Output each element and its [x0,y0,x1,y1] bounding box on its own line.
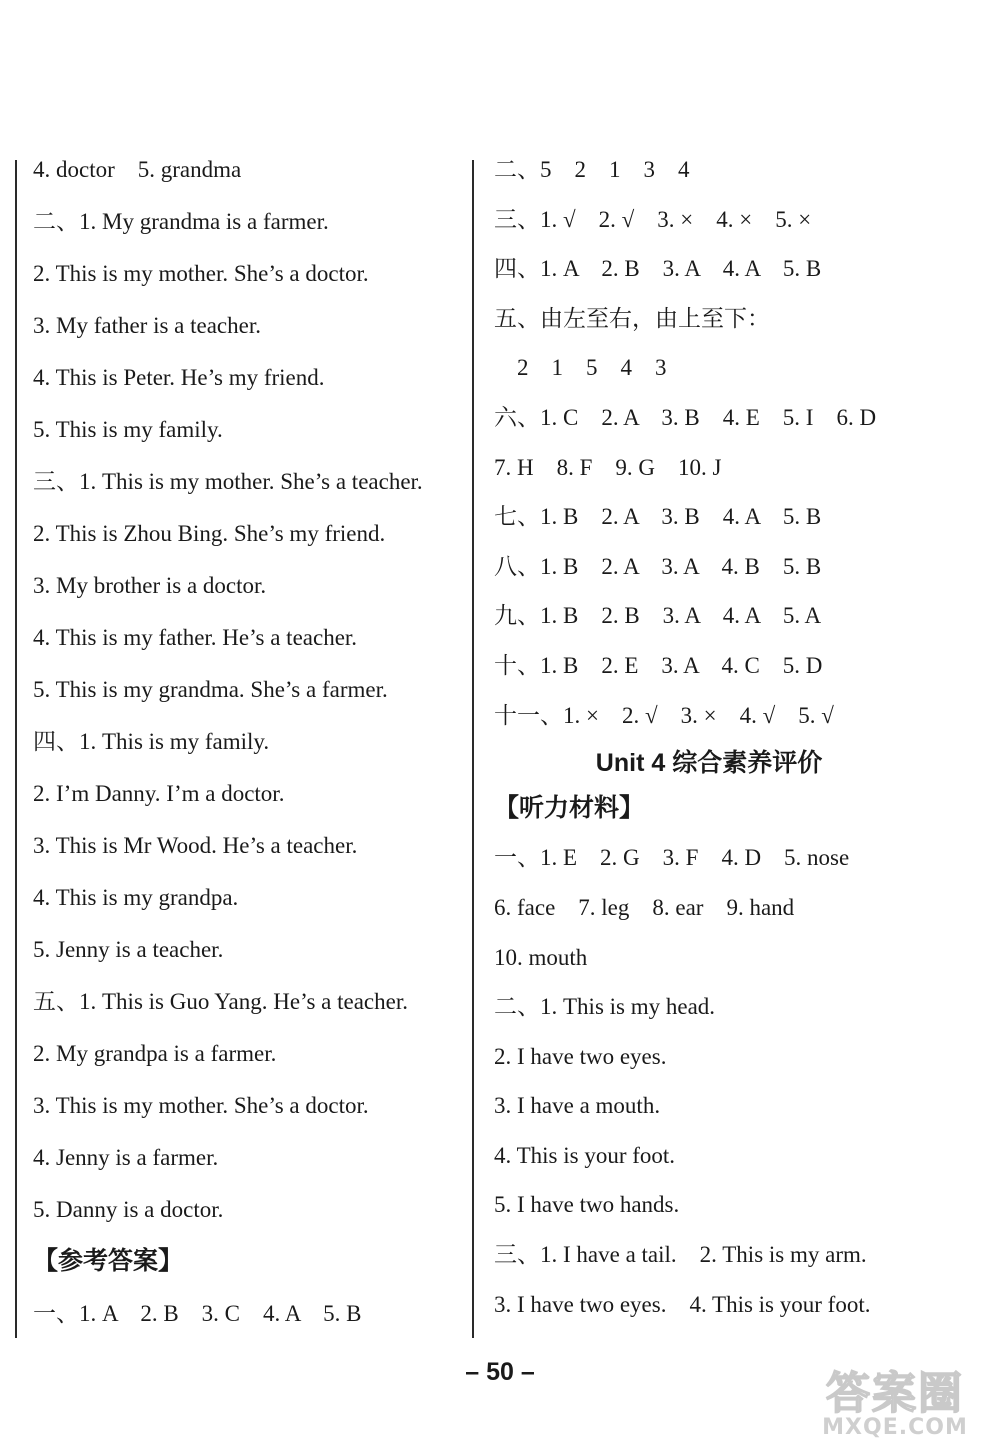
answer-line: 九、1. B 2. B 3. A 4. A 5. A [494,603,822,629]
section-heading-listening: 【听力材料】 [494,793,645,822]
answer-line: 十一、1. × 2. √ 3. × 4. √ 5. √ [494,702,834,728]
answer-line: 八、1. B 2. A 3. A 4. B 5. B [494,553,822,579]
answer-line: 十、1. B 2. E 3. A 4. C 5. D [494,652,823,678]
answer-line: 6. face 7. leg 8. ear 9. hand [494,894,795,920]
answer-line: 一、1. E 2. G 3. F 4. D 5. nose [494,845,850,871]
answer-line: 3. I have two eyes. 4. This is your foot. [494,1291,871,1317]
answer-line: 10. mouth [494,944,588,970]
answer-line: 5. This is my family. [33,417,223,442]
answer-line: 4. This is my father. He’s a teacher. [33,625,358,650]
watermark-logo [804,1357,986,1445]
answer-line: 3. My brother is a doctor. [33,573,267,598]
column-divider [472,160,474,1338]
answer-line: 2. I have two eyes. [494,1043,667,1069]
answer-line: 2. This is my mother. She’s a doctor. [33,261,369,286]
answer-line: 5. I have two hands. [494,1192,680,1218]
answer-line: 2. This is Zhou Bing. She’s my friend. [33,521,386,546]
answer-line: 二、1. My grandma is a farmer. [33,209,329,234]
watermark-url: MXQE.COM [822,1415,968,1440]
answer-line: 四、1. A 2. B 3. A 4. A 5. B [494,256,822,282]
answer-line: 2 1 5 4 3 [494,355,667,381]
answer-line: 三、1. √ 2. √ 3. × 4. × 5. × [494,206,812,232]
answer-line: 2. I’m Danny. I’m a doctor. [33,781,285,806]
answer-line: 5. Danny is a doctor. [33,1197,224,1222]
page-number: – 50 – [465,1358,535,1386]
answer-line: 3. This is Mr Wood. He’s a teacher. [33,833,358,858]
answer-line: 七、1. B 2. A 3. B 4. A 5. B [494,504,822,530]
watermark-word: 答案圈 [826,1368,964,1419]
answer-line: 4. doctor 5. grandma [33,157,242,182]
answer-line: 4. Jenny is a farmer. [33,1145,219,1170]
unit-title: Unit 4 综合素养评价 [595,749,823,778]
answer-line: 五、由左至右，由上至下： [494,305,770,331]
left-margin-rule [15,160,17,1338]
answer-line: 三、1. I have a tail. 2. This is my arm. [494,1242,867,1268]
answer-line: 7. H 8. F 9. G 10. J [494,454,722,480]
answer-line: 5. This is my grandma. She’s a farmer. [33,677,388,702]
answer-line: 4. This is Peter. He’s my friend. [33,365,325,390]
answer-line: 三、1. This is my mother. She’s a teacher. [33,469,423,494]
answer-line: 3. My father is a teacher. [33,313,261,338]
answer-line: 四、1. This is my family. [33,729,270,754]
left-column [33,156,463,1352]
answer-line: 二、1. This is my head. [494,994,716,1020]
answer-line: 二、5 2 1 3 4 [494,157,690,182]
answer-line: 六、1. C 2. A 3. B 4. E 5. I 6. D [494,404,877,430]
answer-line: 3. This is my mother. She’s a doctor. [33,1093,369,1118]
answer-line: 5. Jenny is a teacher. [33,937,224,962]
answer-line: 2. My grandpa is a farmer. [33,1041,277,1066]
answer-line: 4. This is my grandpa. [33,885,239,910]
right-column [494,156,984,1340]
answer-line: 一、1. A 2. B 3. C 4. A 5. B [33,1301,362,1326]
answer-line: 4. This is your foot. [494,1142,676,1168]
answer-line: 五、1. This is Guo Yang. He’s a teacher. [33,989,408,1014]
section-heading-answers: 【参考答案】 [33,1247,184,1275]
answer-line: 3. I have a mouth. [494,1093,661,1119]
